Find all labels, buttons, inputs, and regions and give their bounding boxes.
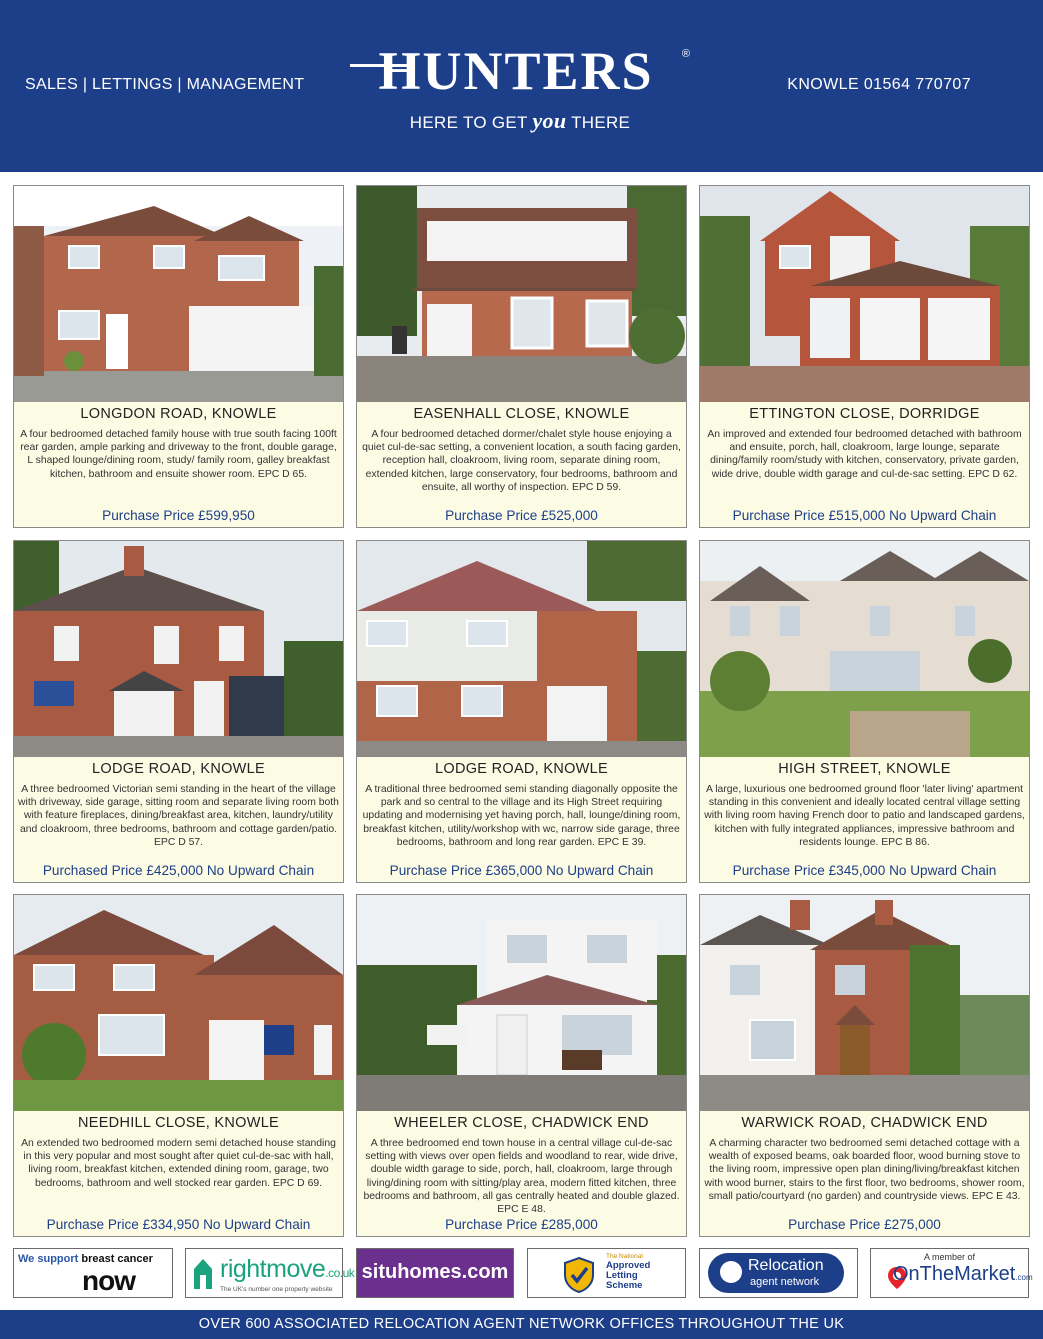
property-photo	[14, 895, 343, 1111]
rightmove-tld: .co.uk	[325, 1266, 355, 1280]
listing-card[interactable]	[699, 540, 1030, 883]
onthemarket-wordmark	[871, 1263, 1033, 1286]
listing-card[interactable]	[356, 540, 687, 883]
now-ow: ow	[98, 1265, 135, 1296]
situhomes-wordmark: situhomes.com	[361, 1261, 509, 1283]
property-photo	[700, 895, 1029, 1111]
listing-card[interactable]	[356, 894, 687, 1237]
listing-price: Purchase Price £345,000 No Upward Chain	[732, 863, 997, 878]
branch-phone[interactable]: KNOWLE 01564 770707	[787, 76, 971, 93]
listing-title[interactable]: LONGDON ROAD, KNOWLE	[80, 406, 277, 422]
letting-scheme-top: The National	[606, 1253, 643, 1260]
rightmove-house-icon	[192, 1255, 214, 1291]
registered-mark: ®	[681, 48, 690, 60]
letting-scheme-name	[606, 1261, 650, 1291]
rightmove-badge[interactable]	[185, 1248, 355, 1298]
listing-title[interactable]: WHEELER CLOSE, CHADWICK END	[394, 1115, 649, 1131]
breast-cancer-text: breast cancer	[81, 1253, 153, 1265]
listing-price: Purchase Price £334,950 No Upward Chain	[46, 1217, 311, 1232]
slogan-pre: HERE TO GET	[409, 113, 528, 132]
relocation-title: Relocation	[748, 1257, 824, 1274]
listing-card[interactable]	[13, 540, 344, 883]
listing-description: A three bedroomed Victorian semi standing in the heart of the village with driveway, side garage, sitting room and separate living room both with feature fireplaces, dining/breakfast area, kitchen, laundry/utility and cloakroom, three bedrooms, bathroom and cottage garden/patio. EPC D 57.	[18, 784, 339, 848]
property-photo	[700, 186, 1029, 402]
shield-check-icon	[564, 1257, 594, 1293]
listing-description: A three bedroomed end town house in a central village cul-de-sac setting with views over open fields and woodland to rear, wide drive, double width garage to side, porch, hall, cloakroom, large through living/dining room with sitting/play area, modern fitted kitchen, three bedrooms and bathroom, all gas centrally heated and double glazed. EPC E 48.	[363, 1138, 680, 1216]
relocation-agent-network-badge[interactable]	[699, 1248, 858, 1298]
letting-scheme-l2: Letting	[606, 1270, 638, 1281]
slogan-emphasis: you	[532, 108, 567, 133]
relocation-pill	[708, 1253, 844, 1293]
letting-scheme-l1: Approved	[606, 1260, 651, 1271]
listing-description: A four bedroomed detached dormer/chalet style house enjoying a quiet cul-de-sac setting, a convenient location, a south facing garden, reception hall, cloakroom, living room, separate dining room, extended kitchen, large conservatory, four bedrooms, bathroom and ensuite, all worthy of inspection. EPC D 59.	[362, 429, 681, 493]
property-photo	[357, 895, 686, 1111]
approved-letting-scheme-badge[interactable]	[527, 1248, 686, 1298]
breast-cancer-line1	[18, 1253, 153, 1265]
listing-description: A traditional three bedroomed semi standing diagonally opposite the park and so central to the village and its High Street requiring updating and modernising yet having porch, hall, lounge/dining room, breakfast kitchen, utility/workshop with wc, narrow side garage, three bedrooms, bathroom and long rear garden. EPC E 39.	[362, 784, 681, 848]
listing-description: An improved and extended four bedroomed detached with bathroom and ensuite, porch, hall, cloakroom, large lounge, separate dining/family room/study with kitchen, conservatory, private garden, wide drive, double width garage and cul-de-sac setting. EPC D 62.	[707, 429, 1022, 480]
listing-card[interactable]	[699, 185, 1030, 528]
listing-card[interactable]	[356, 185, 687, 528]
listing-title[interactable]: WARWICK ROAD, CHADWICK END	[741, 1115, 988, 1131]
rightmove-tagline: The UK's number one property website	[220, 1286, 333, 1293]
listing-price: Purchase Price £365,000 No Upward Chain	[389, 863, 654, 878]
letting-scheme-l3: Scheme	[606, 1280, 643, 1291]
listing-card[interactable]	[699, 894, 1030, 1237]
onthemarket-badge[interactable]	[870, 1248, 1033, 1298]
listing-title[interactable]: LODGE ROAD, KNOWLE	[92, 761, 265, 777]
now-n: n	[82, 1265, 99, 1296]
relocation-subtitle: agent network	[750, 1276, 820, 1288]
logo-wordmark: HUNTERS	[378, 41, 654, 101]
footer-banner: OVER 600 ASSOCIATED RELOCATION AGENT NETWORK OFFICES THROUGHOUT THE UK	[0, 1310, 1043, 1339]
listing-title[interactable]: EASENHALL CLOSE, KNOWLE	[413, 406, 630, 422]
property-photo	[357, 541, 686, 757]
listing-card[interactable]	[13, 185, 344, 528]
listing-card[interactable]	[13, 894, 344, 1237]
we-support-text: We support	[18, 1253, 79, 1265]
listing-price: Purchase Price £275,000	[788, 1217, 941, 1232]
listing-description: A charming character two bedroomed semi detached cottage with a wealth of exposed beams, oak boarded floor, wood burning stove to the living room, impressive open plan dining/living/breakfast kitchen with wood burner, stairs to the first floor, two bedrooms, shower room, small patio/courtyard (no garden) and countryside views. EPC E 43.	[704, 1138, 1025, 1202]
listing-price: Purchase Price £515,000 No Upward Chain	[732, 508, 997, 523]
rightmove-wordmark	[220, 1255, 354, 1284]
listing-price: Purchase Price £599,950	[102, 508, 255, 523]
rightmove-name: rightmove	[220, 1255, 326, 1283]
property-photo	[357, 186, 686, 402]
now-wordmark	[82, 1265, 135, 1297]
listing-description: An extended two bedroomed modern semi detached house standing in this very popular and most sought after quiet cul-de-sac with hall, living room, breakfast kitchen, extended dining room, garage, two bedrooms, bathroom and well stocked rear garden. EPC D 69.	[21, 1138, 336, 1189]
listing-title[interactable]: LODGE ROAD, KNOWLE	[435, 761, 608, 777]
breast-cancer-now-badge[interactable]	[13, 1248, 173, 1298]
relocation-globe-icon	[720, 1261, 742, 1283]
onthemarket-member-text: A member of	[923, 1252, 976, 1262]
listing-title[interactable]: ETTINGTON CLOSE, DORRIDGE	[749, 406, 980, 422]
listing-title[interactable]: NEEDHILL CLOSE, KNOWLE	[77, 1115, 280, 1131]
listing-description: A large, luxurious one bedroomed ground floor 'later living' apartment standing in this convenient and ideally located central village setting with living room having French door to patio and landscaped gardens, kitchen with fully integrated appliances, impressive bathroom and residents lounge. EPC B 86.	[704, 784, 1025, 848]
listing-price: Purchased Price £425,000 No Upward Chain	[42, 863, 315, 878]
property-photo	[700, 541, 1029, 757]
slogan-post: THERE	[571, 113, 631, 132]
onthemarket-tld: .com	[1015, 1273, 1033, 1282]
listing-price: Purchase Price £525,000	[445, 508, 598, 523]
situhomes-badge[interactable]	[356, 1248, 514, 1298]
property-photo	[14, 541, 343, 757]
onthemarket-name: OnTheMarket	[893, 1263, 1016, 1285]
services-tagline: SALES | LETTINGS | MANAGEMENT	[25, 76, 305, 93]
property-photo	[14, 186, 343, 402]
listing-description: A four bedroomed detached family house with true south facing 100ft rear garden, ample parking and driveway to the front, double garage, L shaped lounge/dining room, study/ family room, galley breakfast kitchen, bathroom and ensuite shower room. EPC D 65.	[20, 429, 337, 480]
listing-price: Purchase Price £285,000	[445, 1217, 598, 1232]
listing-title[interactable]: HIGH STREET, KNOWLE	[778, 761, 951, 777]
